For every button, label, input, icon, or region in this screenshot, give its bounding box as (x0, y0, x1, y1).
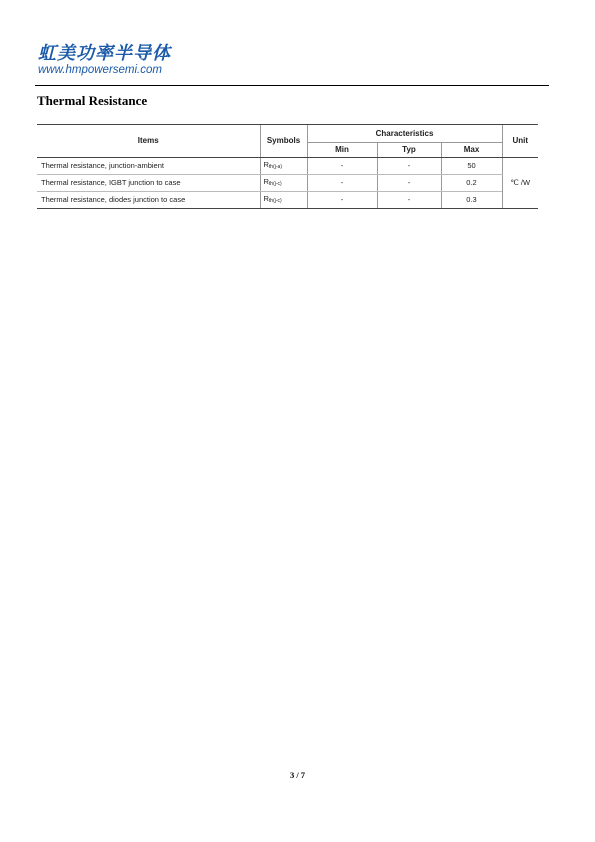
row-item: Thermal resistance, IGBT junction to case (37, 175, 260, 192)
symbol-main: R (263, 160, 269, 169)
row-min: - (307, 175, 377, 192)
symbol-subscript: th(j-a) (268, 164, 282, 170)
header-typ: Typ (377, 143, 441, 158)
row-symbol (260, 175, 307, 192)
header-characteristics: Characteristics (307, 125, 502, 143)
header-unit: Unit (502, 125, 538, 158)
row-min: - (307, 192, 377, 209)
row-max: 0.3 (441, 192, 502, 209)
symbol-subscript: th(j-c) (268, 198, 282, 204)
row-min: - (307, 158, 377, 175)
brand-website: www.hmpowersemi.com (38, 64, 162, 76)
row-symbol (260, 192, 307, 209)
row-item: Thermal resistance, diodes junction to case (37, 192, 260, 209)
page-number: 3 / 7 (289, 770, 306, 780)
row-typ: - (377, 175, 441, 192)
symbol-subscript: th(j-c) (268, 181, 282, 187)
table-row (37, 192, 538, 209)
header-divider (35, 85, 549, 86)
row-symbol (260, 158, 307, 175)
thermal-resistance-table (37, 124, 538, 209)
header-max: Max (441, 143, 502, 158)
header-items: Items (37, 125, 260, 158)
row-typ: - (377, 158, 441, 175)
symbol-main: R (263, 194, 269, 203)
row-max: 50 (441, 158, 502, 175)
table-row (37, 158, 538, 175)
header-symbols: Symbols (260, 125, 307, 158)
header-min: Min (307, 143, 377, 158)
row-item: Thermal resistance, junction-ambient (37, 158, 260, 175)
symbol-main: R (263, 177, 269, 186)
brand-name-cn: 虹美功率半导体 (38, 43, 171, 64)
unit-cell: ℃ /W (502, 158, 538, 209)
section-title: Thermal Resistance (37, 93, 148, 108)
row-max: 0.2 (441, 175, 502, 192)
row-typ: - (377, 192, 441, 209)
table-row (37, 175, 538, 192)
